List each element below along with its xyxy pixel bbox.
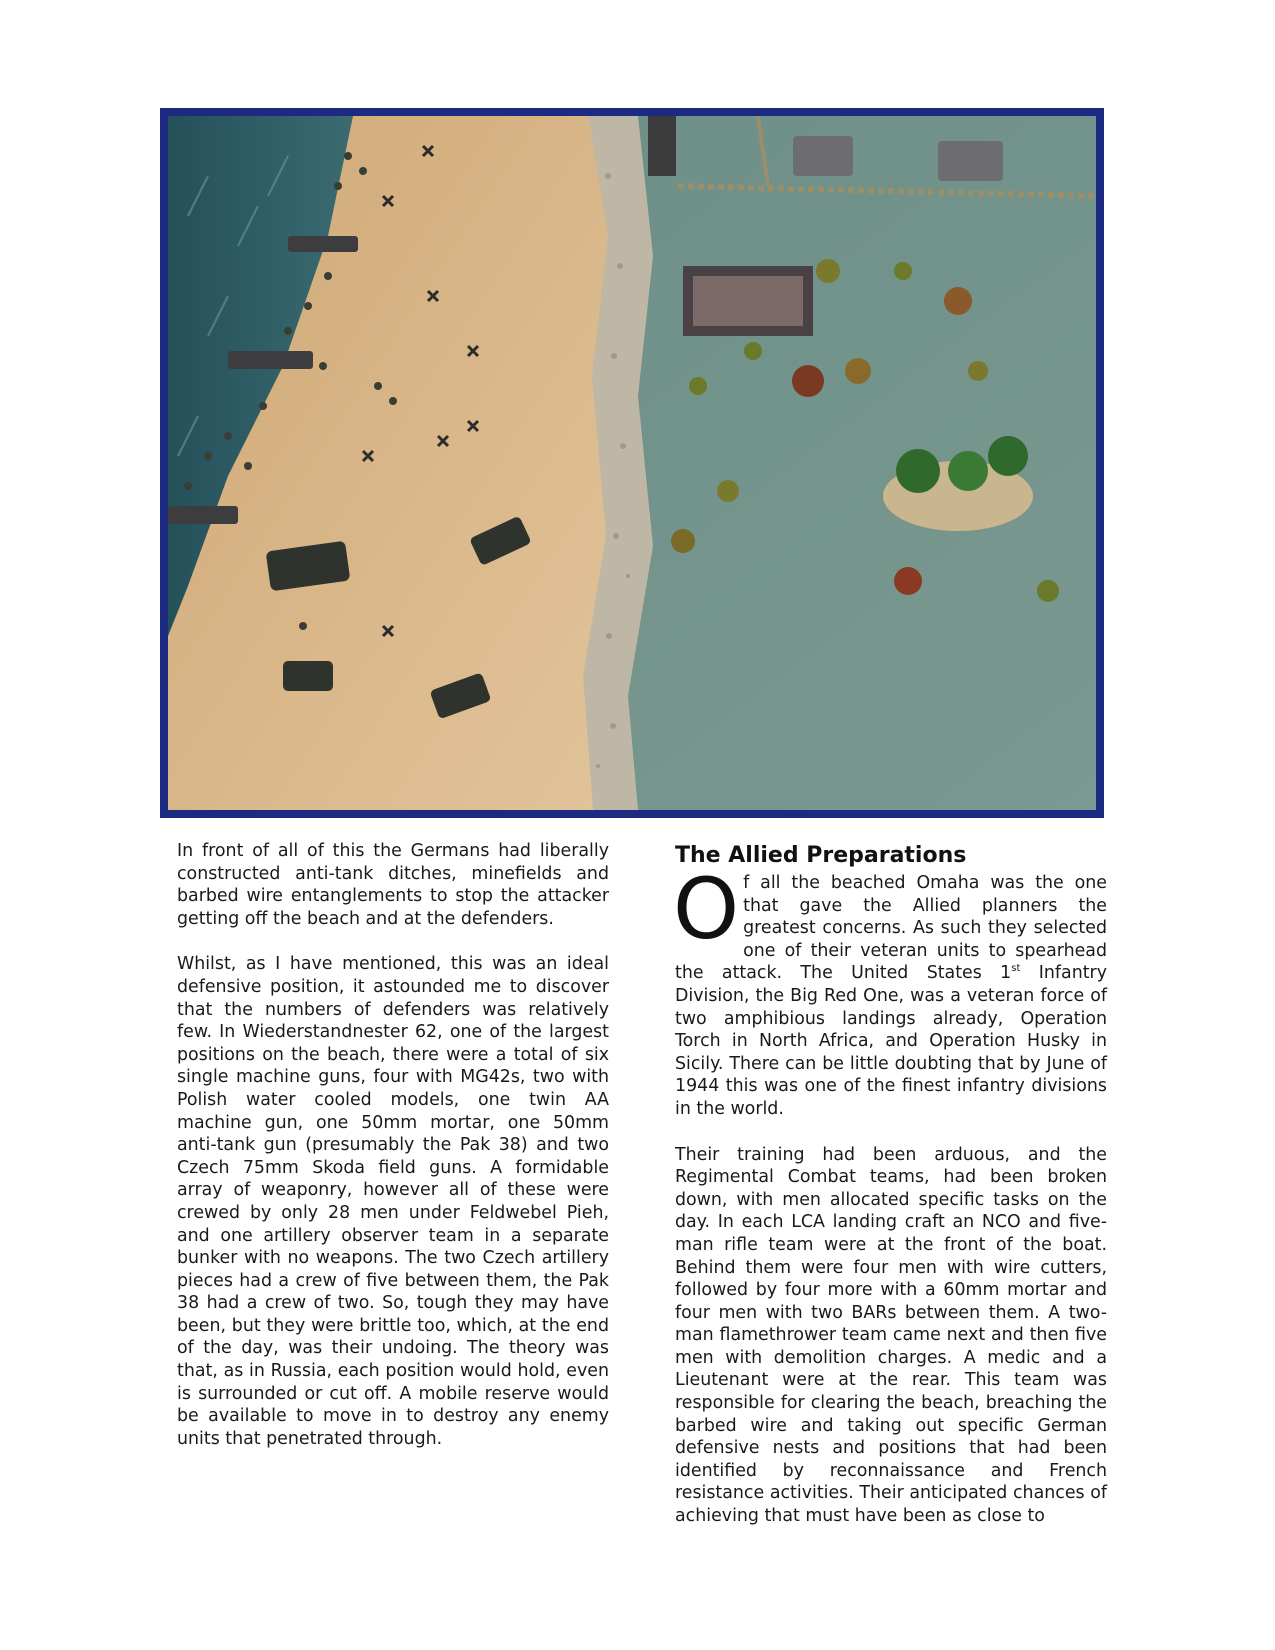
section-heading: The Allied Preparations — [675, 843, 967, 868]
drop-cap: O — [673, 860, 740, 958]
wargame-beach-diorama-photo — [168, 116, 1096, 810]
right-paragraph-1 — [673, 860, 1107, 1121]
left-paragraph-1: In front of all of this the Germans had liberally constructed anti-tank ditches, minefields and barbed wire entanglements to stop the attacker getting off the beach and at the defenders. — [177, 841, 609, 929]
left-paragraph-2: Whilst, as I have mentioned, this was an ideal defensive position, it astounded me to discover that the numbers of defenders was relatively few. In Wiederstandnester 62, one of the largest positions on the beach, there were a total of six single machine guns, four with MG42s, two with Polish water cooled models, one twin AA machine gun, one 50mm mortar, one 50mm anti-tank gun (presumably the Pak 38) and two Czech 75mm Skoda field guns. A formidable array of weaponry, however all of these were crewed by only 28 men under Feldwebel Pieh, and one artillery observer team in a separate bunker with no weapons. The two Czech artillery pieces had a crew of five between them, the Pak 38 had a crew of two. So, tough they may have been, but they were brittle too, which, at the end of the day, was their undoing. The theory was that, as in Russia, each position would hold, even is surrounded or cut off. A mobile reserve would be available to move in to destroy any enemy units that penetrated through. — [177, 954, 609, 1449]
right-paragraph-2: Their training had been arduous, and the Regimental Combat teams, had been broken down, with men allocated specific tasks on the day. In each LCA landing craft an NCO and five-man rifle team were at the front of the boat. Behind them were four men with wire cutters, followed by four more with a 60mm mortar and four men with two BARs between them. A two-man flamethrower team came next and then five men with demolition charges. A medic and a Lieutenant were at the rear. This team was responsible for clearing the beach, breaching the barbed wire and taking out specific German defensive nests and positions that had been identified by reconnaissance and French resistance activities. Their anticipated chances of achieving that must have been as close to — [675, 1144, 1107, 1527]
right-paragraph-1-text-a: f all the beached Omaha was the one that gave the Allied planners the greatest concerns. As such they selected one of their veteran units to spearhead the attack. The United States 1 — [675, 873, 1107, 984]
right-paragraph-1-text-b: Infantry Division, the Big Red One, was a veteran force of two amphibious landings already, Operation Torch in North Africa, and Operation Husky in Sicily. There can be little doubting that by June of 1944 this was one of the finest infantry divisions in the world. — [675, 963, 1107, 1119]
right-column — [675, 842, 1107, 1528]
left-column — [177, 840, 609, 1450]
ordinal-suffix: st — [1011, 963, 1021, 975]
wargame-beach-photo — [160, 108, 1104, 818]
